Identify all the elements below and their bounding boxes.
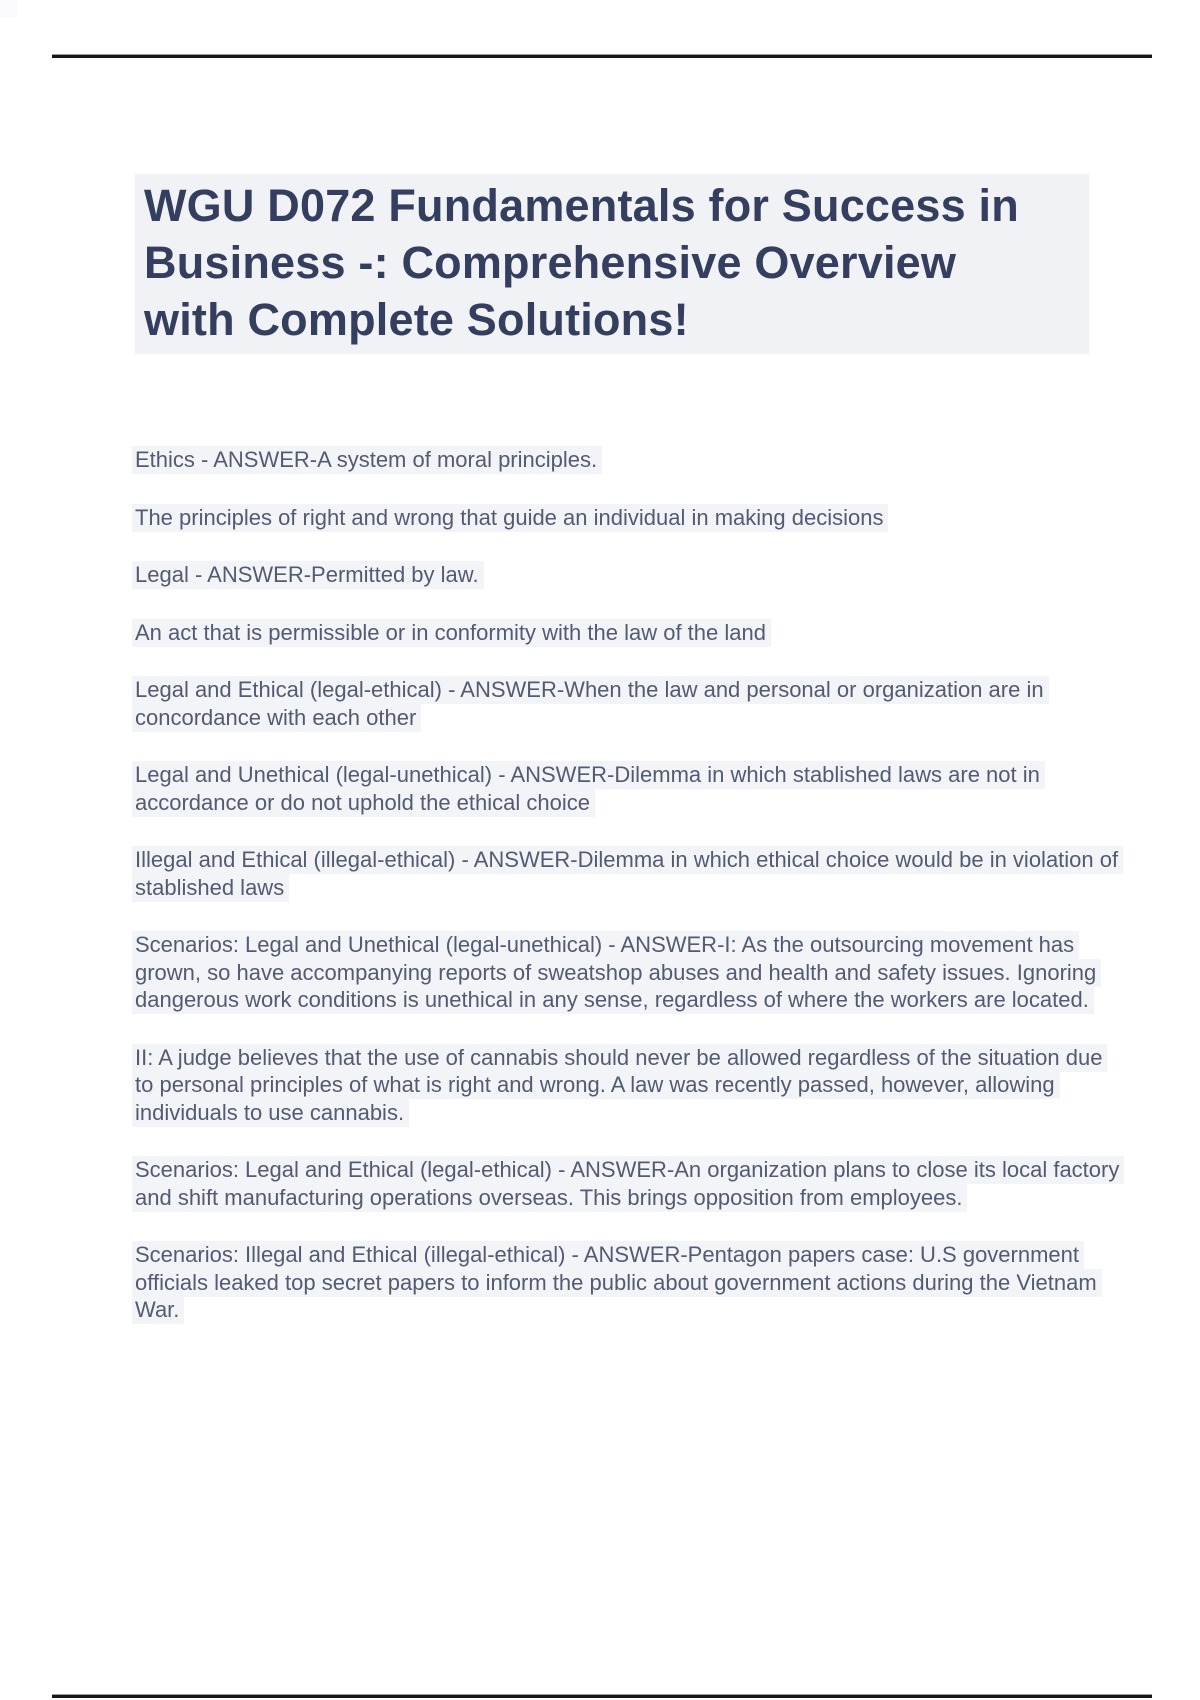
paragraph xyxy=(132,1156,1120,1211)
page-title-line-3: with Complete Solutions! xyxy=(144,294,689,346)
paragraph-text: Ethics - ANSWER-A system of moral principles. xyxy=(132,446,602,474)
paragraph xyxy=(132,561,1120,589)
paragraph-text: II: A judge believes that the use of cannabis should never be allowed regardless of the situation due to personal principles of what is right and wrong. A law was recently passed, however, allowing individuals to use cannabis. xyxy=(132,1044,1107,1127)
paragraph-text: Legal - ANSWER-Permitted by law. xyxy=(132,561,484,589)
paragraph xyxy=(132,1241,1120,1324)
paragraph-text: An act that is permissible or in conformity with the law of the land xyxy=(132,619,771,647)
page-title xyxy=(135,174,1089,354)
paragraph xyxy=(132,446,1120,474)
paragraph xyxy=(132,846,1120,901)
document-body xyxy=(132,446,1120,1354)
paragraph-text: Scenarios: Legal and Unethical (legal-unethical) - ANSWER-I: As the outsourcing movement has grown, so have accompanying reports of sweatshop abuses and health and safety issues. Ignoring dangerous work conditions is unethical in any sense, regardless of where the workers are located. xyxy=(132,931,1101,1014)
paragraph-text: Illegal and Ethical (illegal-ethical) - ANSWER-Dilemma in which ethical choice would be in violation of stablished laws xyxy=(132,846,1123,902)
bottom-rule-divider xyxy=(52,1694,1152,1698)
paragraph-text: Scenarios: Legal and Ethical (legal-ethical) - ANSWER-An organization plans to close its local factory and shift manufacturing operations overseas. This brings opposition from employees. xyxy=(132,1156,1124,1212)
paragraph xyxy=(132,931,1120,1014)
paragraph xyxy=(132,676,1120,731)
paragraph xyxy=(132,504,1120,532)
page-title-line-1: WGU D072 Fundamentals for Success in xyxy=(144,180,1019,232)
page-title-line-2: Business -: Comprehensive Overview xyxy=(144,237,957,289)
paragraph-text: Legal and Unethical (legal-unethical) - ANSWER-Dilemma in which stablished laws are not in accordance or do not uphold the ethical choice xyxy=(132,761,1045,817)
paragraph-text: Scenarios: Illegal and Ethical (illegal-ethical) - ANSWER-Pentagon papers case: U.S government officials leaked top secret papers to inform the public about government actions during the Vietnam War. xyxy=(132,1241,1102,1324)
paragraph xyxy=(132,1044,1120,1127)
paragraph xyxy=(132,619,1120,647)
paragraph-text: The principles of right and wrong that guide an individual in making decisions xyxy=(132,504,888,532)
corner-mark xyxy=(0,0,17,17)
top-rule-divider xyxy=(52,54,1152,58)
paragraph-text: Legal and Ethical (legal-ethical) - ANSWER-When the law and personal or organization are in concordance with each other xyxy=(132,676,1049,732)
paragraph xyxy=(132,761,1120,816)
